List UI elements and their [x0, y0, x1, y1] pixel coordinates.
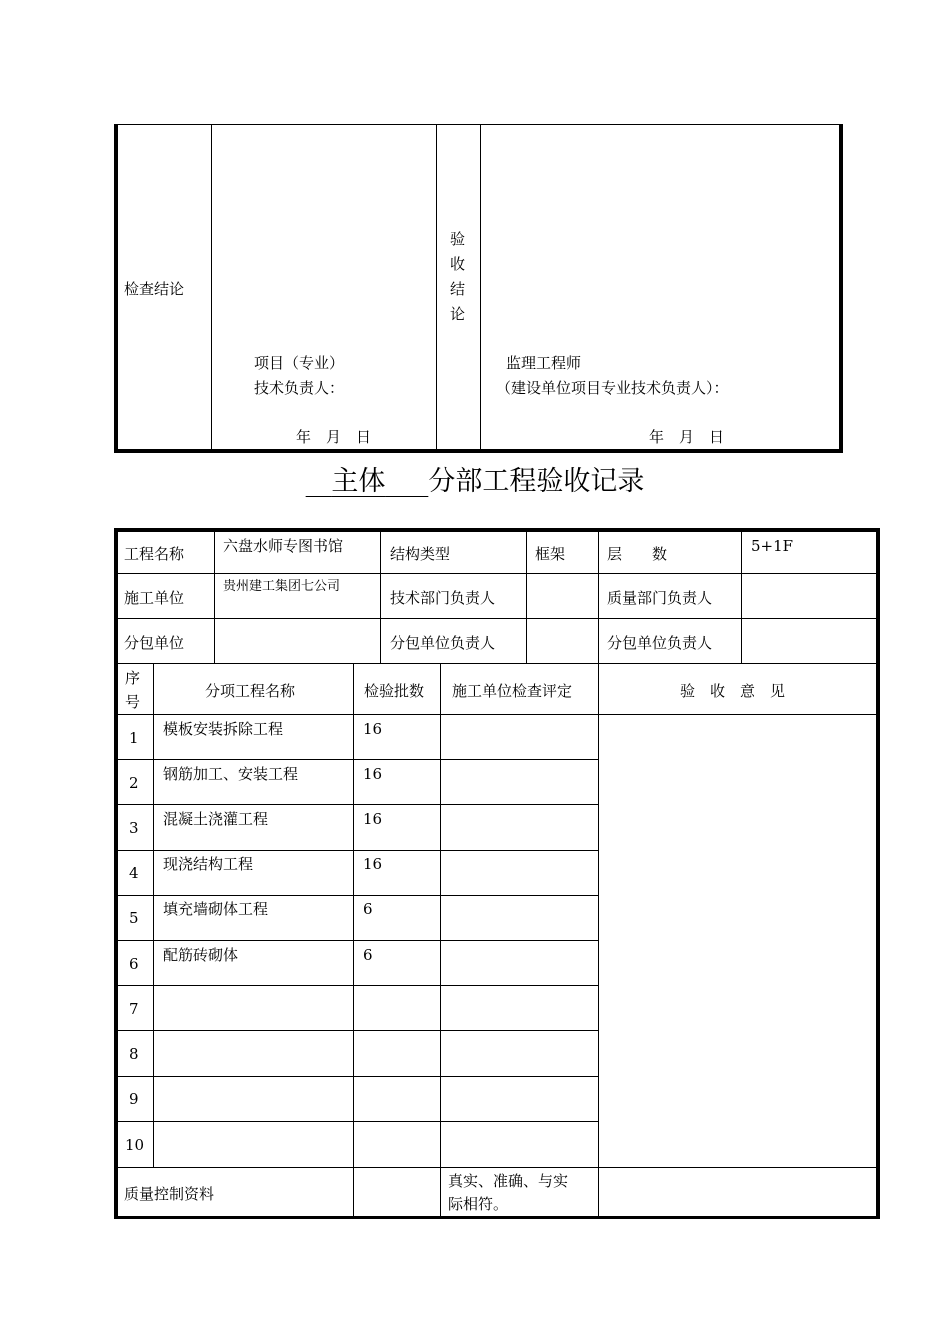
project-responsible-line2: 技术负责人：: [254, 379, 345, 397]
project-responsible-line1: 项目（专业）: [254, 354, 345, 372]
row-name: 模板安装拆除工程: [163, 720, 284, 738]
row-number: 2: [129, 774, 139, 792]
title-suffix: 分部工程验收记录: [428, 466, 645, 497]
row-batches: 6: [363, 900, 373, 918]
right-date: 年 月 日: [649, 428, 725, 446]
row-name: 配筋砖砌体: [163, 946, 239, 964]
acceptance-conclusion-char-2: 收: [450, 255, 466, 273]
row-name: 现浇结构工程: [163, 855, 254, 873]
supervisor-line2: （建设单位项目专业技术负责人）：: [496, 379, 729, 397]
title-underlined-blank: [306, 466, 429, 497]
supervisor-line1: 监理工程师: [506, 354, 582, 372]
quality-dept-label: 质量部门负责人: [607, 589, 713, 607]
row-number: 6: [129, 955, 139, 973]
subcontractor-label: 分包单位: [124, 634, 185, 652]
title-blank-text: 主体: [331, 466, 386, 497]
row-batches: 16: [363, 810, 383, 828]
subcontractor-head-label-2: 分包单位负责人: [607, 634, 713, 652]
row-number: 10: [125, 1136, 145, 1154]
tech-dept-label: 技术部门负责人: [390, 589, 496, 607]
row-name: 填充墙砌体工程: [163, 900, 269, 918]
acceptance-conclusion-char-3: 结: [450, 280, 466, 298]
row-batches: 16: [363, 765, 383, 783]
header-name: 分项工程名称: [205, 682, 296, 700]
header-batches: 检验批数: [364, 682, 425, 700]
row-name: 混凝土浇灌工程: [163, 810, 269, 828]
header-evaluation: 施工单位检查评定: [452, 682, 573, 700]
acceptance-conclusion-char-1: 验: [450, 230, 466, 248]
quality-control-label: 质量控制资料: [124, 1185, 215, 1203]
structure-type-value: 框架: [535, 545, 566, 563]
contractor-value: 贵州建工集团七公司: [223, 579, 341, 594]
acceptance-conclusion-char-4: 论: [450, 305, 466, 323]
subcontractor-head-label: 分包单位负责人: [390, 634, 496, 652]
row-number: 5: [129, 909, 139, 927]
row-batches: 16: [363, 855, 383, 873]
left-date: 年 月 日: [296, 428, 372, 446]
row-name: 钢筋加工、安装工程: [163, 765, 299, 783]
project-name-label: 工程名称: [124, 545, 185, 563]
row-number: 3: [129, 819, 139, 837]
row-number: 9: [129, 1090, 139, 1108]
header-seq-line2: 号: [125, 693, 141, 711]
floors-label: 层 数: [607, 545, 668, 563]
project-name-value: 六盘水师专图书馆: [223, 537, 344, 555]
floors-value: 5+1F: [751, 537, 794, 555]
page-title: [0, 462, 950, 502]
row-number: 8: [129, 1045, 139, 1063]
quality-control-eval-line2: 际相符。: [448, 1195, 509, 1213]
quality-control-eval-line1: 真实、准确、与实: [448, 1172, 569, 1190]
row-batches: 6: [363, 946, 373, 964]
check-conclusion-label: 检查结论: [124, 280, 185, 298]
row-number: 1: [129, 729, 139, 747]
header-seq-line1: 序: [125, 669, 141, 687]
row-batches: 16: [363, 720, 383, 738]
structure-type-label: 结构类型: [390, 545, 451, 563]
row-number: 7: [129, 1000, 139, 1018]
row-number: 4: [129, 864, 139, 882]
contractor-label: 施工单位: [124, 589, 185, 607]
header-opinion: 验 收 意 见: [680, 682, 786, 700]
